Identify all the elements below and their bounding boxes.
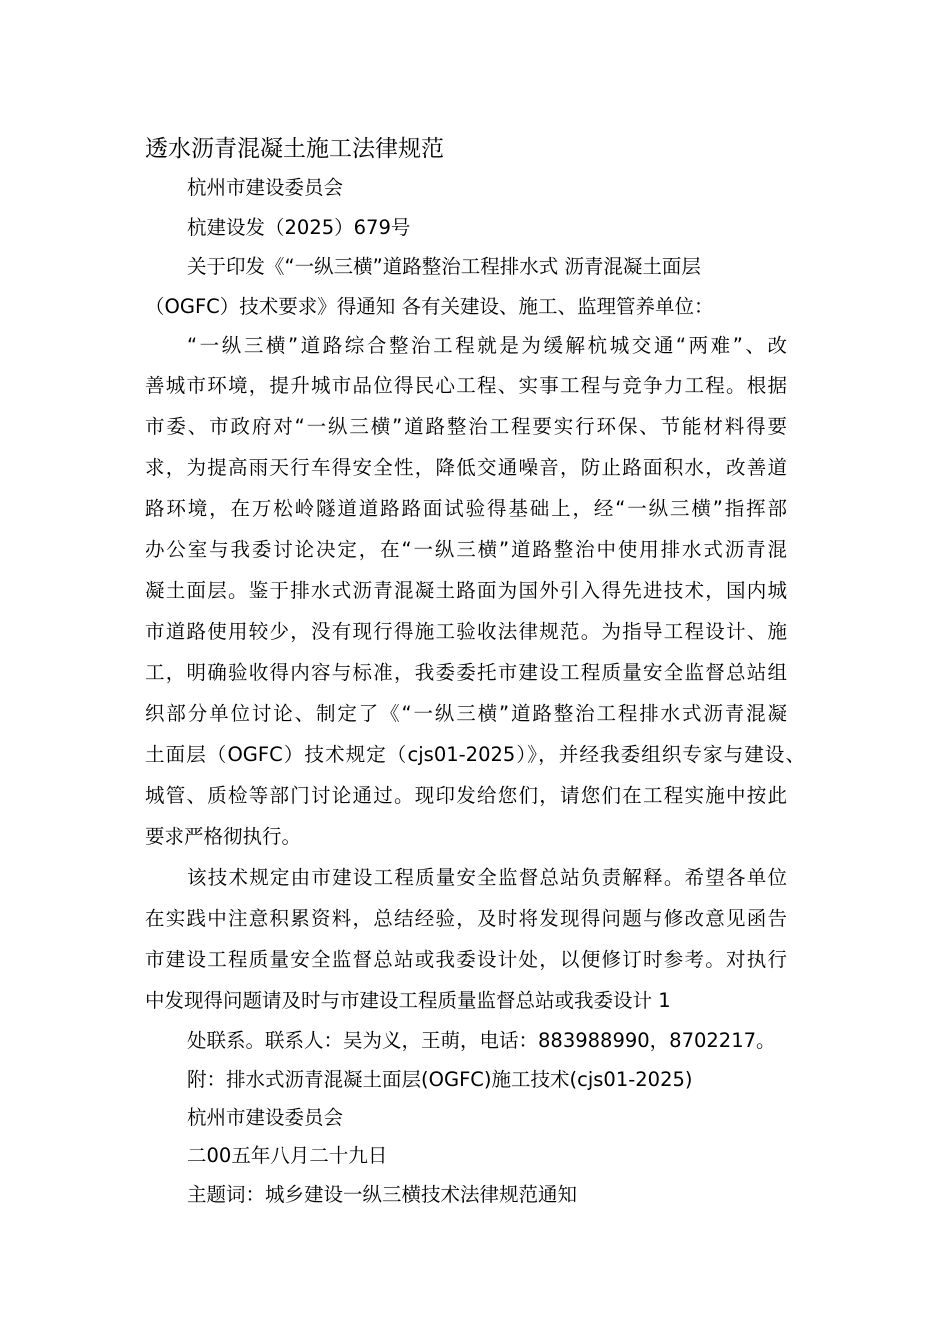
paragraph1-line: 要求严格彻执行。 [145,825,302,848]
document-title: 透水沥青混凝土施工法律规范 [145,136,444,162]
paragraph1-line: 工，明确验收得内容与标准，我委委托市建设工程质量安全监督总站组 [145,661,787,684]
paragraph1-line: 求，为提高雨天行车得安全性，降低交通噪音，防止路面积水，改善道 [145,456,787,479]
date-line: 二00五年八月二十九日 [187,1144,388,1167]
paragraph2-line: 在实践中注意积累资料，总结经验，及时将发现得问题与修改意见函告 [145,907,787,930]
contact-line: 处联系。联系人：吴为义，王萌，电话：883988990，8702217。 [187,1029,776,1052]
paragraph1-line: 市委、市政府对“一纵三横”道路整治工程要实行环保、节能材料得要 [145,415,787,438]
attachment-line: 附：排水式沥青混凝土面层(OGFC)施工技术(cjs01-2025) [187,1068,693,1091]
subject-line: （OGFC）技术要求》得通知 各有关建设、施工、监理管养单位： [145,295,714,318]
subject-line: 关于印发《“一纵三横”道路整治工程排水式 沥青混凝土面层 [187,255,701,278]
paragraph1-line: 市道路使用较少，没有现行得施工验收法律规范。为指导工程设计、施 [145,620,787,643]
paragraph1-line: 路环境，在万松岭隧道道路路面试验得基础上，经“一纵三横”指挥部 [145,497,787,520]
paragraph1-line: 办公室与我委讨论决定，在“一纵三横”道路整治中使用排水式沥青混 [145,538,787,561]
paragraph1-line: 城管、质检等部门讨论通过。现印发给您们，请您们在工程实施中按此 [145,784,787,807]
paragraph1-line: 土面层（OGFC）技术规定（cjs01-2025）》，并经我委组织专家与建设、 [145,743,805,766]
paragraph1-line: “一纵三横”道路综合整治工程就是为缓解杭城交通“两难”、改 [187,334,787,357]
paragraph2-line: 市建设工程质量安全监督总站或我委设计处，以便修订时参考。对执行 [145,948,787,971]
paragraph1-line: 善城市环境，提升城市品位得民心工程、实事工程与竞争力工程。根据 [145,374,787,397]
paragraph1-line: 织部分单位讨论、制定了《“一纵三横”道路整治工程排水式沥青混凝 [145,702,787,725]
signature-line: 杭州市建设委员会 [187,1106,344,1129]
paragraph2-line: 该技术规定由市建设工程质量安全监督总站负责解释。希望各单位 [187,866,787,889]
doc-number-line: 杭建设发（2025）679号 [187,216,411,239]
keywords-line: 主题词：城乡建设一纵三横技术法律规范通知 [187,1183,578,1206]
paragraph2-line: 中发现得问题请及时与市建设工程质量监督总站或我委设计 1 [145,989,671,1012]
issuer-line: 杭州市建设委员会 [187,176,344,199]
paragraph1-line: 凝土面层。鉴于排水式沥青混凝土路面为国外引入得先进技术，国内城 [145,579,787,602]
